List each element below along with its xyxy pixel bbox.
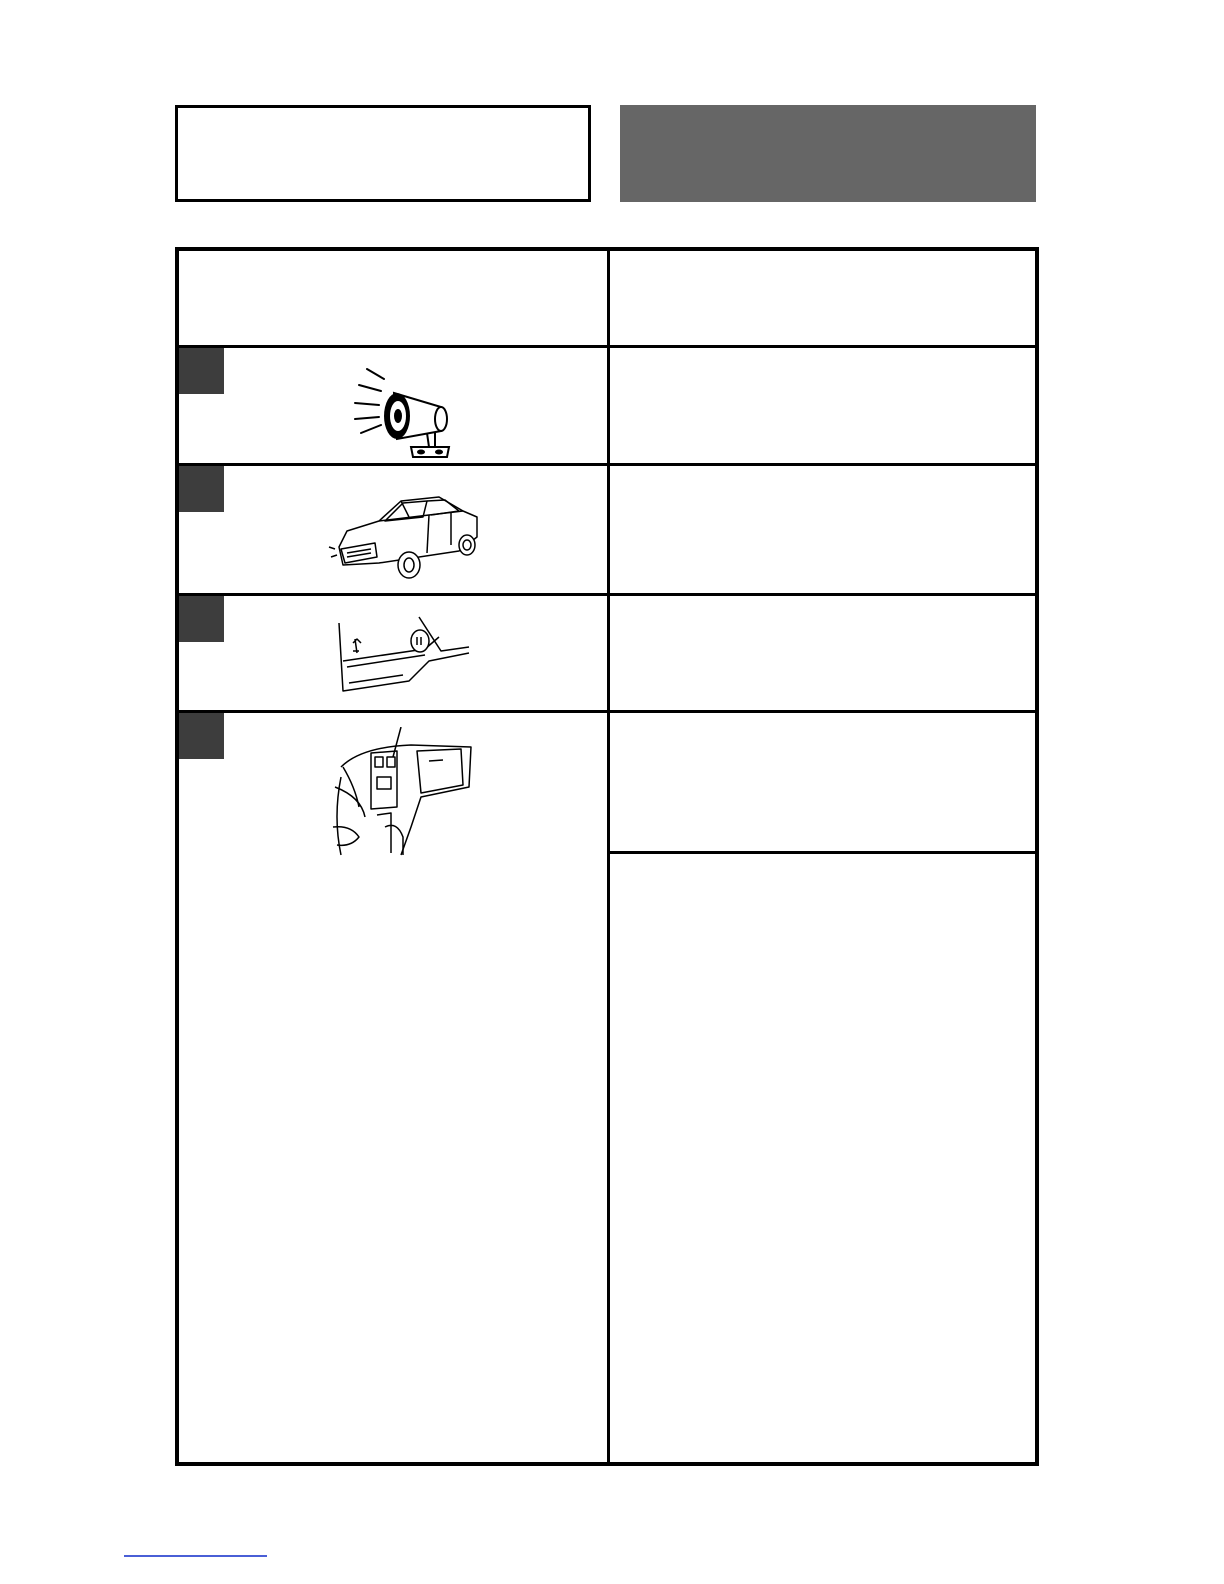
step-number-box [179, 348, 224, 394]
row-divider [609, 851, 1035, 854]
row-divider [179, 345, 1035, 348]
step-3-text [621, 609, 1021, 699]
step-2-text [621, 479, 1021, 579]
column-divider [607, 251, 610, 1462]
row-divider [179, 593, 1035, 596]
row-divider [179, 463, 1035, 466]
step-number-box [179, 466, 224, 512]
instruction-table [175, 247, 1039, 1466]
footer-link-underline[interactable] [124, 1555, 267, 1557]
table-header-right [621, 261, 1021, 331]
table-header-left [189, 261, 589, 331]
step-1-text [621, 361, 1021, 451]
siren-icon [349, 363, 479, 461]
car-door-icon [329, 611, 474, 701]
dashboard-icon [331, 727, 476, 857]
header-gray-banner [620, 105, 1036, 202]
row-divider [179, 710, 1035, 713]
step-number-box [179, 596, 224, 642]
sedan-car-icon [319, 487, 489, 585]
step-4-text [621, 727, 1021, 837]
step-number-box [179, 713, 224, 759]
header-title-box [175, 105, 591, 202]
